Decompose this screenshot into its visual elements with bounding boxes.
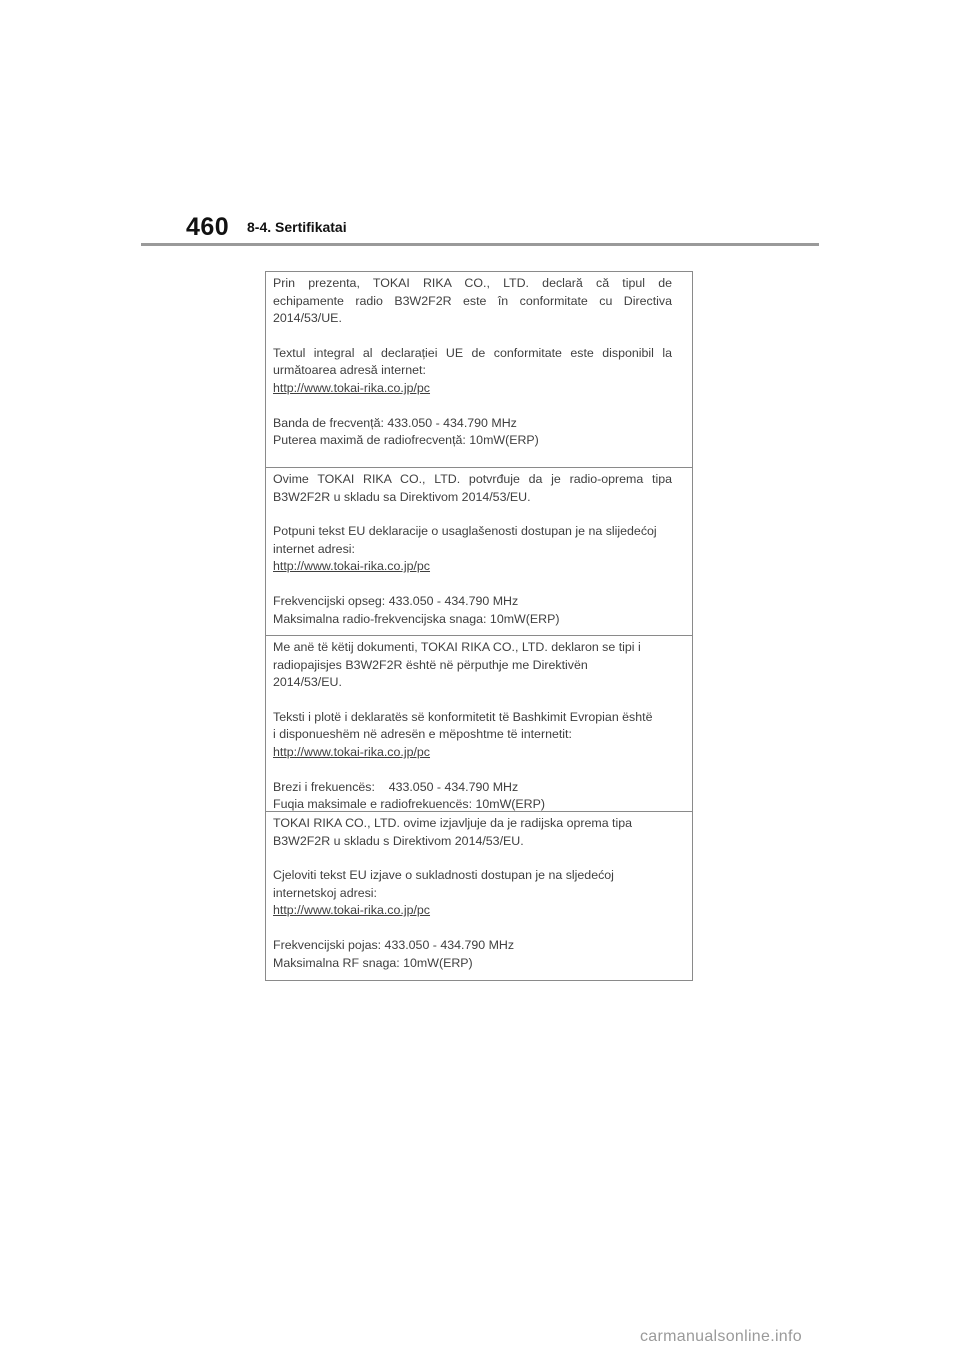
- text-line: internetskoj adresi:: [273, 885, 377, 900]
- intro-line: B3W2F2R u skladu s Direktivom 2014/53/EU.: [273, 833, 524, 848]
- section-title: 8-4. Sertifikatai: [247, 219, 347, 235]
- declaration-link[interactable]: http://www.tokai-rika.co.jp/pc: [273, 744, 431, 759]
- page-header: [0, 0, 960, 250]
- frequency-band: Frekvencijski opseg: 433.050 - 434.790 MHz: [273, 593, 519, 608]
- declaration-link[interactable]: http://www.tokai-rika.co.jp/pc: [273, 559, 431, 574]
- text-line: Textul integral al declarației UE de conformitate este disponibil la: [273, 345, 672, 360]
- intro-line: Ovime TOKAI RIKA CO., LTD. potvrđuje da je radio-oprema tipa: [273, 472, 672, 486]
- declaration-block-albanian: [266, 635, 692, 811]
- intro-line: 2014/53/UE.: [273, 311, 342, 326]
- intro-line: B3W2F2R u skladu sa Direktivom 2014/53/EU.: [273, 489, 531, 504]
- declaration-link[interactable]: http://www.tokai-rika.co.jp/pc: [273, 380, 431, 395]
- text-line: Potpuni tekst EU deklaracije o usaglašenosti dostupan je na slijedećoj: [273, 524, 657, 539]
- max-power: Maksimalna RF snaga: 10mW(ERP): [273, 955, 473, 970]
- header-divider: [141, 243, 819, 246]
- intro-line: TOKAI RIKA CO., LTD. ovime izjavljuje da je radijska oprema tipa: [273, 816, 633, 830]
- page-number: 460: [186, 213, 230, 241]
- declaration-block-croatian: [266, 811, 692, 980]
- max-power: Maksimalna radio-frekvencijska snaga: 10mW(ERP): [273, 611, 560, 626]
- watermark: carmanualsonline.info: [640, 1328, 802, 1345]
- declaration-block-romanian: [266, 272, 692, 467]
- text-line: internet adresi:: [273, 541, 355, 556]
- frequency-band: Banda de frecvență: 433.050 - 434.790 MHz: [273, 415, 517, 430]
- text-line: următoarea adresă internet:: [273, 363, 426, 378]
- max-power: Fuqia maksimale e radiofrekuencës: 10mW(ERP): [273, 797, 546, 812]
- text-line: Teksti i plotë i deklaratës së konformitetit të Bashkimit Evropian është: [273, 709, 653, 724]
- text-line: i disponueshëm në adresën e mëposhtme të internetit:: [273, 727, 572, 742]
- intro-line: 2014/53/EU.: [273, 675, 342, 690]
- max-power: Puterea maximă de radiofrecvență: 10mW(ERP): [273, 433, 539, 448]
- intro-line: Prin prezenta, TOKAI RIKA CO., LTD. declară că tipul de: [273, 276, 672, 290]
- declaration-block-montenegrin: [266, 467, 692, 635]
- certification-box: [265, 271, 693, 981]
- frequency-band: Brezi i frekuencës: 433.050 - 434.790 MHz: [273, 779, 519, 794]
- text-line: Cjeloviti tekst EU izjave o sukladnosti dostupan je na sljedećoj: [273, 868, 614, 883]
- intro-line: Me anë të këtij dokumenti, TOKAI RIKA CO., LTD. deklaron se tipi i: [273, 640, 641, 654]
- intro-line: radiopajisjes B3W2F2R është në përputhje me Direktivën: [273, 657, 588, 672]
- frequency-band: Frekvencijski pojas: 433.050 - 434.790 MHz: [273, 937, 515, 952]
- intro-line: echipamente radio B3W2F2R este în conformitate cu Directiva: [273, 293, 672, 308]
- declaration-link[interactable]: http://www.tokai-rika.co.jp/pc: [273, 903, 431, 918]
